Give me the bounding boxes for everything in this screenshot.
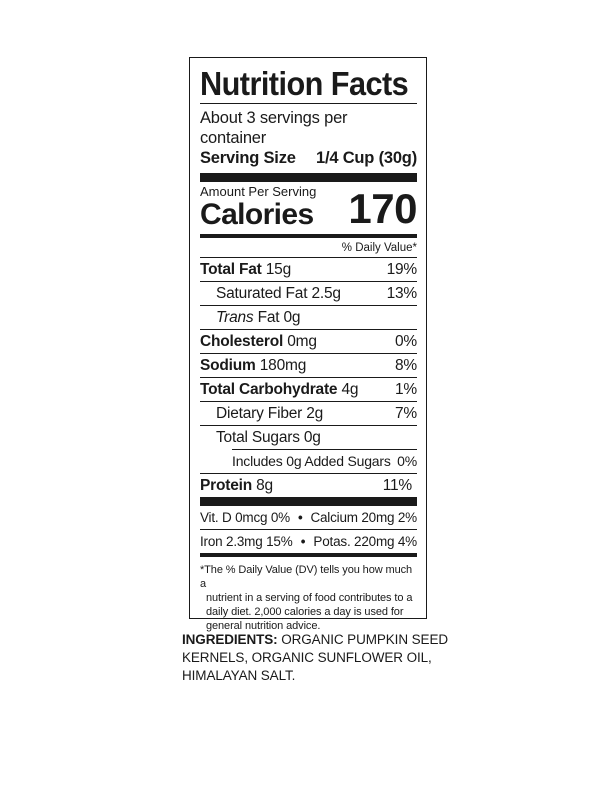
panel-title: Nutrition Facts xyxy=(200,65,409,102)
ingredients-statement xyxy=(182,631,452,685)
thick-divider xyxy=(200,497,417,506)
nutrient-row-total-fat: Total Fat 15g 19% xyxy=(200,257,417,281)
nutrient-row-dietary-fiber: Dietary Fiber 2g 7% xyxy=(200,401,417,425)
nutrition-facts-panel xyxy=(189,57,427,632)
daily-value-header: % Daily Value* xyxy=(341,242,417,254)
nutrient-row-saturated-fat: Saturated Fat 2.5g 13% xyxy=(200,281,417,305)
nutrient-row-protein: Protein 8g 11% xyxy=(200,473,417,497)
servings-per-container: About 3 servings per container xyxy=(200,109,348,147)
nutrient-row-sodium: Sodium 180mg 8% xyxy=(200,353,417,377)
vitamin-row-2: Iron 2.3mg 15% • Potas. 220mg 4% xyxy=(200,529,417,553)
vitamin-row-1: Vit. D 0mcg 0% • Calcium 20mg 2% xyxy=(200,510,417,525)
divider xyxy=(200,103,417,104)
thick-divider xyxy=(200,173,417,182)
serving-size-label: Serving Size xyxy=(200,149,296,167)
medium-divider xyxy=(200,234,417,238)
amount-per-serving: Amount Per Serving xyxy=(200,184,317,199)
ingredients-text: ORGANIC PUMPKIN SEED KERNELS, ORGANIC SUNFLOWER OIL, HIMALAYAN SALT. xyxy=(182,632,448,683)
nutrient-row-total-carbohydrate: Total Carbohydrate 4g 1% xyxy=(200,377,417,401)
nutrient-row-total-sugars: Total Sugars 0g xyxy=(200,425,417,449)
serving-size xyxy=(200,148,417,168)
calories-value: 170 xyxy=(348,185,417,232)
calories-label: Calories xyxy=(200,198,314,231)
calories-block xyxy=(200,184,417,231)
nutrient-row-trans-fat: Trans Fat 0g xyxy=(200,305,417,329)
serving-size-value: 1/4 Cup (30g) xyxy=(315,149,417,167)
nutrient-row-added-sugars: Includes 0g Added Sugars 0% xyxy=(232,449,417,473)
ingredients-label: INGREDIENTS: xyxy=(182,632,278,647)
daily-value-footnote: *The % Daily Value (DV) tells you how much a nutrient in a serving of food contributes to a daily diet. 2,000 calories a day is used for general nutrition advice. xyxy=(200,564,413,632)
nutrient-row-cholesterol: Cholesterol 0mg 0% xyxy=(200,329,417,353)
